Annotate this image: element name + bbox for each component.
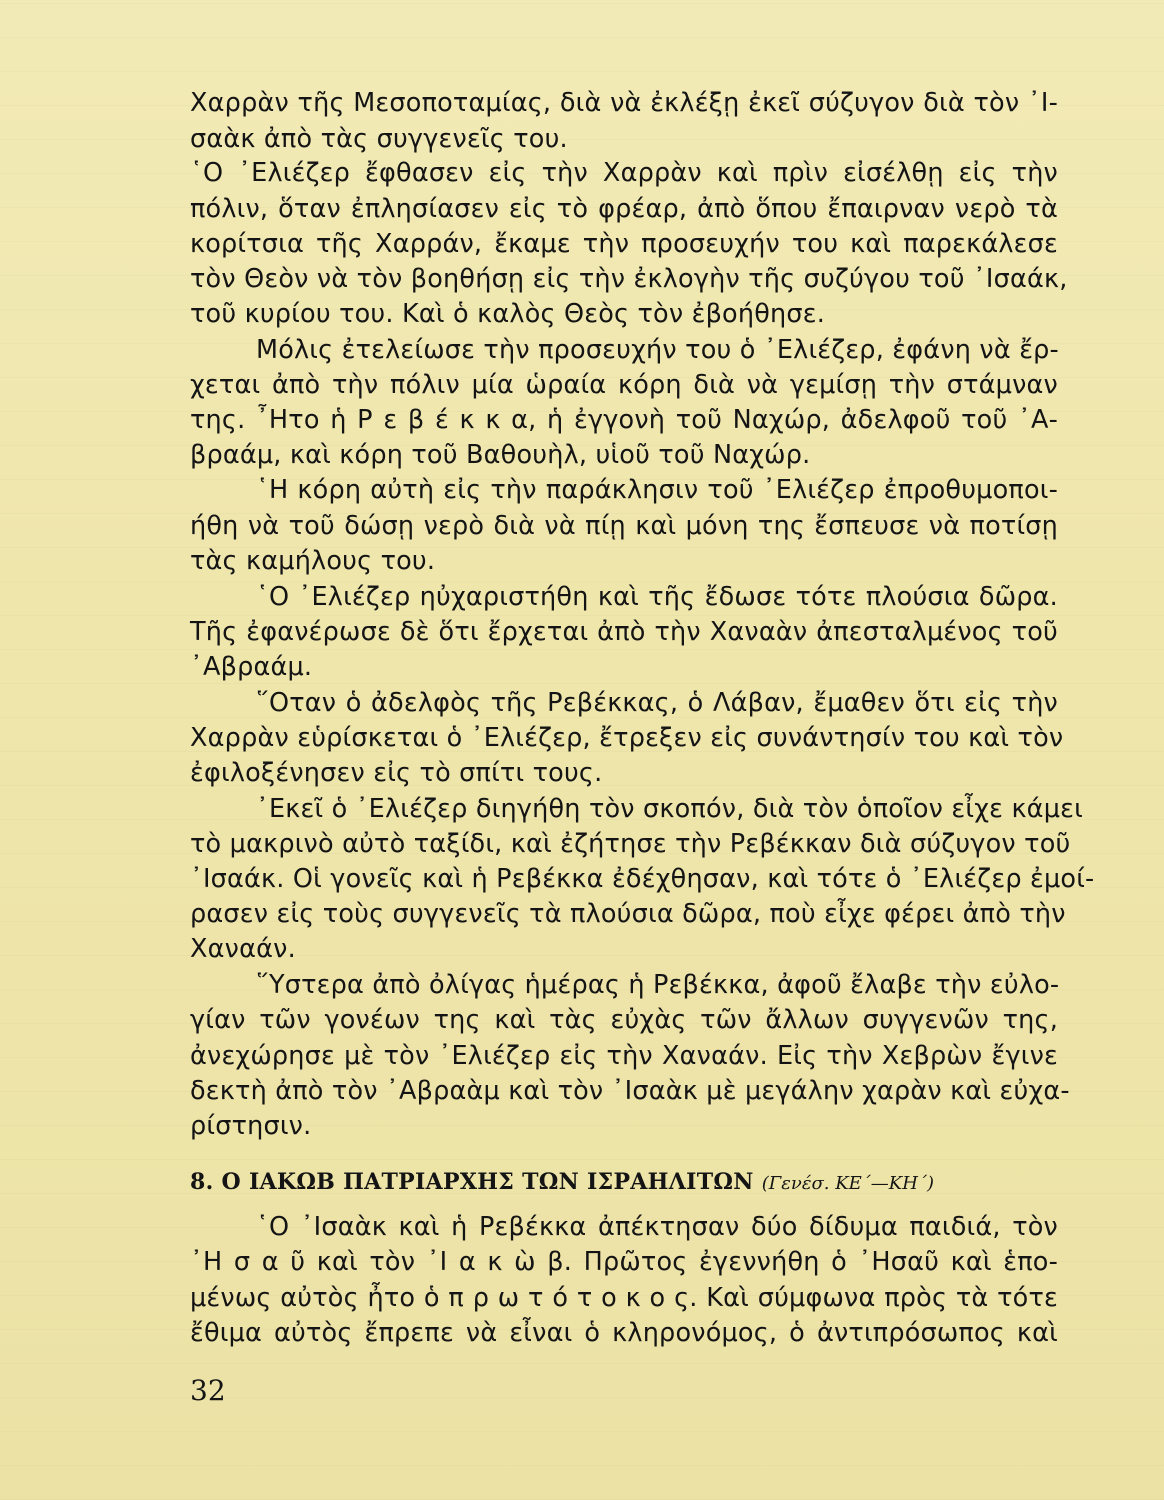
text-line: ρίστησιν. [190, 1111, 312, 1141]
text-line: γίαν τῶν γονέων της καὶ τὰς εὐχὰς τῶν ἄλλων συγγενῶν της, [190, 1005, 1058, 1035]
text-line: τὸ μακρινὸ αὐτὸ ταξίδι, καὶ ἐζήτησε τὴν Ρεβέκκαν διὰ σύζυγον τοῦ [190, 829, 1071, 859]
text-line: ἐφιλοξένησεν εἰς τὸ σπίτι τους. [190, 758, 603, 788]
text-line: ῾Η κόρη αὐτὴ εἰς τὴν παράκλησιν τοῦ ᾿Ελιέζερ ἐπροθυμοποι- [256, 475, 1058, 505]
section-heading [190, 1165, 1070, 1199]
text-line: Χαρρὰν εὑρίσκεται ὁ ᾿Ελιέζερ, ἔτρεξεν εἰς συνάντησίν του καὶ τὸν [190, 723, 1064, 753]
text-line: Τῆς ἐφανέρωσε δὲ ὅτι ἔρχεται ἀπὸ τὴν Χαναὰν ἀπεσταλμένος τοῦ [190, 617, 1058, 647]
text-line: Χαναάν. [190, 934, 296, 964]
text-line: της. ῏Ητο ἡ Ρ ε β έ κ κ α, ἡ ἐγγονὴ τοῦ Ναχώρ, ἀδελφοῦ τοῦ ᾿Α- [190, 405, 1058, 435]
text-line: σαὰκ ἀπὸ τὰς συγγενεῖς του. [190, 124, 568, 154]
text-line: τοῦ κυρίου του. Καὶ ὁ καλὸς Θεὸς τὸν ἐβοήθησε. [190, 299, 826, 329]
text-line: βραάμ, καὶ κόρη τοῦ Βαθουὴλ, υἱοῦ τοῦ Ναχώρ. [190, 440, 811, 470]
text-line: Μόλις ἐτελείωσε τὴν προσευχήν του ὁ ᾿Ελιέζερ, ἐφάνη νὰ ἔρ- [256, 335, 1059, 365]
page-number: 32 [190, 1374, 226, 1407]
text-line: ἔθιμα αὐτὸς ἔπρεπε νὰ εἶναι ὁ κληρονόμος, ὁ ἀντιπρόσωπος καὶ [190, 1318, 1058, 1348]
text-line: ῾Ο ᾿Ισαὰκ καὶ ἡ Ρεβέκκα ἀπέκτησαν δύο δίδυμα παιδιά, τὸν [256, 1212, 1058, 1242]
section-title: 8. Ο ΙΑΚΩΒ ΠΑΤΡΙΑΡΧΗΣ ΤΩΝ ΙΣΡΑΗΛΙΤΩΝ [190, 1169, 754, 1195]
text-line: μένως αὐτὸς ἦτο ὁ π ρ ω τ ό τ ο κ ο ς. Καὶ σύμφωνα πρὸς τὰ τότε [190, 1283, 1058, 1313]
text-line: κορίτσια τῆς Χαρράν, ἔκαμε τὴν προσευχήν του καὶ παρεκάλεσε [190, 229, 1058, 259]
text-line: ᾿Εκεῖ ὁ ᾿Ελιέζερ διηγήθη τὸν σκοπόν, διὰ τὸν ὁποῖον εἶχε κάμει [256, 794, 1083, 824]
text-line: ᾿Η σ α ῦ καὶ τὸν ᾿Ι α κ ὼ β. Πρῶτος ἐγεννήθη ὁ ᾿Ησαῦ καὶ ἑπο- [190, 1247, 1058, 1277]
text-line: ῞Οταν ὁ ἀδελφὸς τῆς Ρεβέκκας, ὁ Λάβαν, ἔμαθεν ὅτι εἰς τὴν [256, 688, 1058, 718]
text-line: ἀνεχώρησε μὲ τὸν ᾿Ελιέζερ εἰς τὴν Χαναάν. Εἰς τὴν Χεβρὼν ἔγινε [190, 1041, 1058, 1071]
text-line: ᾿Αβραάμ. [190, 652, 313, 682]
text-line: τὸν Θεὸν νὰ τὸν βοηθήσῃ εἰς τὴν ἐκλογὴν τῆς συζύγου τοῦ ᾿Ισαάκ, [190, 264, 1068, 294]
text-line: πόλιν, ὅταν ἐπλησίασεν εἰς τὸ φρέαρ, ἀπὸ ὅπου ἔπαιρναν νερὸ τὰ [190, 194, 1058, 224]
text-line: ᾿Ισαάκ. Οἱ γονεῖς καὶ ἡ Ρεβέκκα ἐδέχθησαν, καὶ τότε ὁ ᾿Ελιέζερ ἐμοί- [190, 864, 1095, 894]
text-line: ρασεν εἰς τοὺς συγγενεῖς τὰ πλούσια δῶρα, ποὺ εἶχε φέρει ἀπὸ τὴν [190, 899, 1066, 929]
section-reference: (Γενέσ. ΚΕ΄—ΚΗ΄) [761, 1173, 934, 1194]
text-line: ήθη νὰ τοῦ δώσῃ νερὸ διὰ νὰ πίῃ καὶ μόνη της ἔσπευσε νὰ ποτίσῃ [190, 511, 1058, 541]
text-line: ῾Ο ᾿Ελιέζερ ἔφθασεν εἰς τὴν Χαρρὰν καὶ πρὶν εἰσέλθῃ εἰς τὴν [190, 158, 1058, 188]
text-line: τὰς καμήλους του. [190, 546, 436, 576]
text-line: ῾Ο ᾿Ελιέζερ ηὐχαριστήθη καὶ τῆς ἔδωσε τότε πλούσια δῶρα. [256, 582, 1058, 612]
text-line: ῞Υστερα ἀπὸ ὀλίγας ἡμέρας ἡ Ρεβέκκα, ἀφοῦ ἔλαβε τὴν εὐλο- [256, 970, 1060, 1000]
text-line: χεται ἀπὸ τὴν πόλιν μία ὡραία κόρη διὰ νὰ γεμίσῃ τὴν στάμναν [190, 370, 1058, 400]
text-line: δεκτὴ ἀπὸ τὸν ᾿Αβραὰμ καὶ τὸν ᾿Ισαὰκ μὲ μεγάλην χαρὰν καὶ εὐχα- [190, 1076, 1070, 1106]
text-line: Χαρρὰν τῆς Μεσοποταμίας, διὰ νὰ ἐκλέξῃ ἐκεῖ σύζυγον διὰ τὸν ᾿Ι- [190, 88, 1058, 118]
